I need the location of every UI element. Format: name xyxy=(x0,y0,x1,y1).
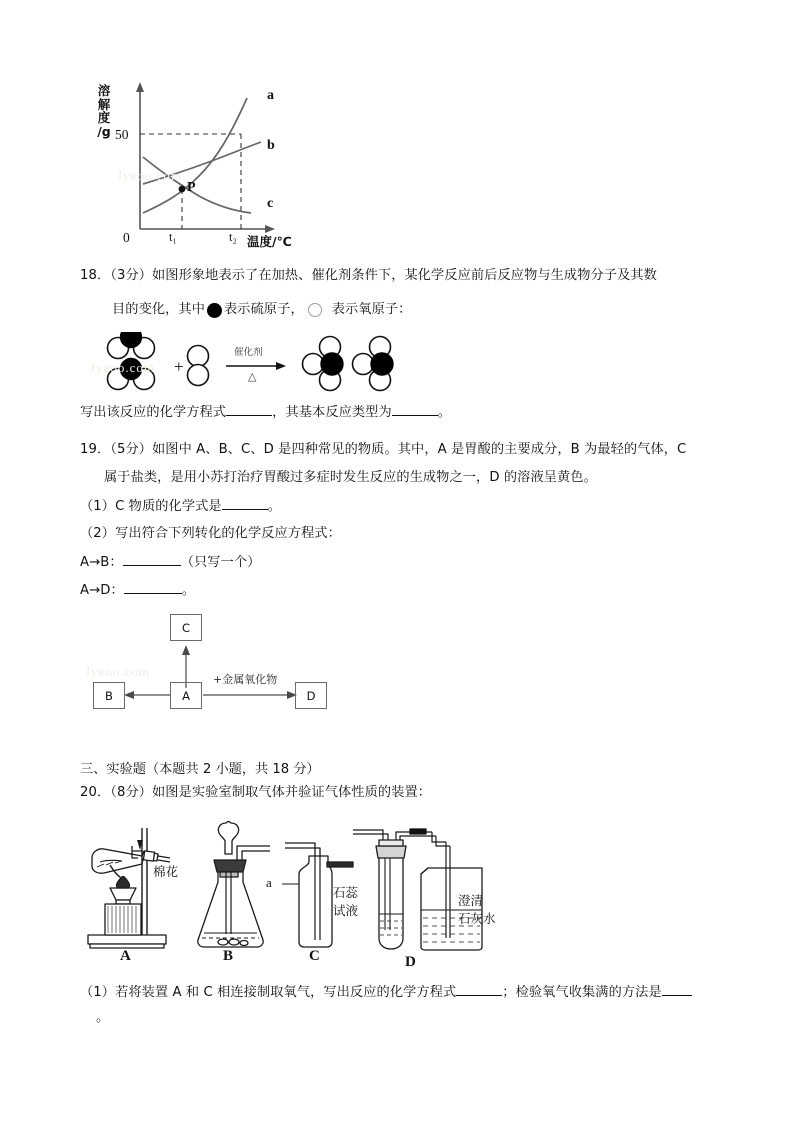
apparatus-letter-b: B xyxy=(223,948,234,964)
q19-sub1-pre: （1）C 物质的化学式是 xyxy=(80,499,222,514)
question-19-line-2: 属于盐类，是用小苏打治疗胃酸过多症时发生反应的生成物之一，D 的溶液呈黄色。 xyxy=(104,470,597,485)
question-18-answer-line xyxy=(80,402,720,423)
solubility-curve-chart xyxy=(95,72,335,252)
label-cotton: 棉花 xyxy=(153,864,179,879)
y-label-char-4: /g xyxy=(97,123,111,139)
q18-legend-text-end: 表示氧原子： xyxy=(331,302,412,317)
q19-blank-formula-c[interactable] xyxy=(222,496,268,510)
q18-molecule-reaction-diagram xyxy=(92,332,452,396)
oxygen-atom-icon xyxy=(308,303,322,317)
q19-blank-ab[interactable] xyxy=(123,552,181,566)
q20-sub1-mid: ；检验氧气收集满的方法是 xyxy=(502,985,662,1000)
q18-ask-pre: 写出该反应的化学方程式 xyxy=(80,405,227,420)
flow-box-b: B xyxy=(93,682,125,709)
label-tube-a: a xyxy=(266,875,272,890)
chart-x-tick-t2: t₂ xyxy=(229,230,237,244)
chart-x-axis-label: 温度/℃ xyxy=(247,234,292,249)
q19-ab-label: A→B： xyxy=(80,555,123,570)
section-3-heading: 三、实验题（本题共 2 小题，共 18 分） xyxy=(80,762,320,777)
sulfur-atom-icon xyxy=(207,303,222,318)
chart-point-p-label: P xyxy=(187,180,196,195)
label-litmus-line-1: 石蕊 xyxy=(333,885,359,900)
flow-edge-label-metal-oxide: +金属氧化物 xyxy=(213,673,278,686)
flow-box-a: A xyxy=(170,682,202,709)
question-19-sub-2: （2）写出符合下列转化的化学反应方程式： xyxy=(80,526,341,541)
apparatus-letter-c: C xyxy=(309,948,320,964)
watermark-text: Jyeoo.com xyxy=(117,168,182,183)
plus-glyph: + xyxy=(174,357,184,376)
chart-y-axis-label xyxy=(95,84,113,138)
so2-molecule-1 xyxy=(108,332,155,359)
q19-blank-ad[interactable] xyxy=(124,580,182,594)
question-20-sub-1 xyxy=(80,982,740,1003)
apparatus-letter-a: A xyxy=(120,948,131,964)
q20-sub1-pre: （1）若将装置 A 和 C 相连接制取氧气，写出反应的化学方程式 xyxy=(80,985,457,1000)
o2-molecule xyxy=(188,346,209,386)
q20-blank-equation[interactable] xyxy=(456,982,502,996)
chart-x-tick-t1: t₁ xyxy=(169,230,177,244)
q18-legend-text-pre: 目的变化，其中 xyxy=(112,302,206,317)
label-litmus-line-2: 试液 xyxy=(333,903,359,918)
q18-legend-text-mid: 表示硫原子， xyxy=(224,302,304,317)
solubility-chart-svg xyxy=(95,72,335,252)
q18-ask-mid: ，其基本反应类型为 xyxy=(272,405,392,420)
so3-molecule-1 xyxy=(303,337,344,391)
q19-sub1-end: 。 xyxy=(267,499,281,514)
label-limewater-line-1: 澄清 xyxy=(458,893,484,908)
q18-blank-type[interactable] xyxy=(392,402,438,416)
question-20-title: 20．（8分）如图是实验室制取气体并验证气体性质的装置： xyxy=(80,785,432,800)
q18-blank-equation[interactable] xyxy=(226,402,272,416)
question-19-ab-line xyxy=(80,552,720,573)
q19-ab-note: （只写一个） xyxy=(180,555,261,570)
question-19-ad-line xyxy=(80,580,720,601)
curve-label-b: b xyxy=(267,138,275,153)
apparatus-letter-d: D xyxy=(405,954,416,970)
question-18-line-2 xyxy=(112,300,732,320)
y-label-char-2: 解 xyxy=(97,96,111,112)
arrow-heat-label: △ xyxy=(248,370,257,383)
watermark-text-2: Jyeoo.com xyxy=(90,360,155,375)
chart-origin-label: 0 xyxy=(123,230,130,245)
q20-apparatus-diagram xyxy=(80,818,550,970)
arrow-catalyst-label: 催化剂 xyxy=(234,347,263,358)
flow-box-c: C xyxy=(170,614,202,641)
q19-ad-end: 。 xyxy=(181,583,196,598)
y-label-char-3: 度 xyxy=(97,110,111,125)
q20-blank-method[interactable] xyxy=(662,982,692,996)
q19-transformation-diagram xyxy=(85,608,335,713)
curve-label-a: a xyxy=(267,88,274,103)
curve-label-c: c xyxy=(267,196,274,211)
watermark-text-3: Jyeoo.com xyxy=(85,664,150,679)
so3-molecule-2 xyxy=(353,337,394,391)
question-19-sub-1 xyxy=(80,496,720,517)
question-18-line-1: 18．（3分）如图形象地表示了在加热、催化剂条件下，某化学反应前后反应物与生成物分子及其数 xyxy=(80,268,657,283)
question-19-line-1: 19．（5分）如图中 A、B、C、D 是四种常见的物质。其中，A 是胃酸的主要成分，B 为最轻的气体，C xyxy=(80,442,687,457)
flow-box-d: D xyxy=(295,682,327,709)
chart-y-tick-50: 50 xyxy=(115,127,129,142)
q18-ask-end: 。 xyxy=(437,405,452,420)
y-label-char-1: 溶 xyxy=(97,83,111,98)
q19-ad-label: A→D： xyxy=(80,583,124,598)
label-limewater-line-2: 石灰水 xyxy=(458,911,496,926)
question-20-sub-1-end: 。 xyxy=(96,1010,110,1025)
